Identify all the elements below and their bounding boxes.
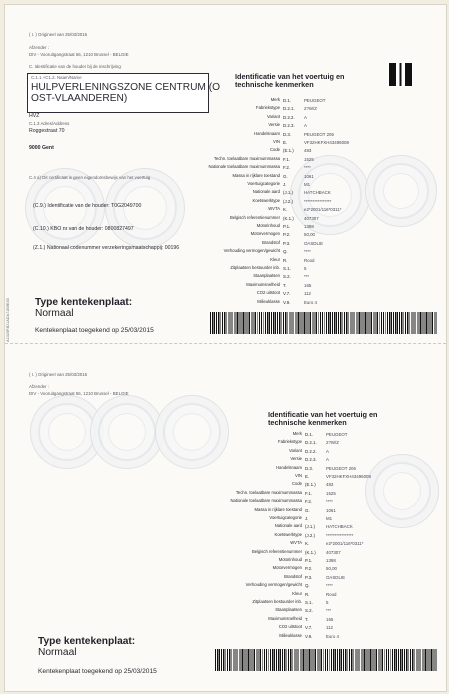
spec-label: Motorvermogen bbox=[272, 565, 302, 571]
spec-row bbox=[192, 575, 422, 583]
spec-row bbox=[192, 566, 422, 574]
spec-value: 1525 bbox=[326, 490, 336, 496]
spec-row bbox=[192, 432, 422, 440]
holder-identification-label: C. Identificatie van de houder bij de inschrijving bbox=[29, 64, 121, 69]
spec-label: Motorinhoud bbox=[278, 557, 302, 562]
qr-code-icon bbox=[388, 62, 413, 87]
plate-granted-date: Kentekenplaat toegekend op 25/03/2015 bbox=[38, 668, 157, 675]
spec-value: 407307 bbox=[326, 549, 341, 555]
spec-value: PEUGEOT bbox=[326, 432, 348, 437]
spec-label: Verhouding vermogen/gewicht bbox=[223, 248, 280, 254]
spec-code: S.2. bbox=[283, 274, 291, 280]
spec-value: HATCHBACK bbox=[326, 524, 353, 530]
spec-code: Q. bbox=[283, 249, 288, 255]
spec-value: e2*2001/116*0311* bbox=[326, 541, 364, 547]
spec-label: Nationale toelaatbare maximummassa bbox=[230, 498, 302, 504]
spec-value: *** bbox=[326, 608, 332, 614]
spec-label: Nationale toelaatbare maximummassa bbox=[208, 164, 280, 170]
spec-row bbox=[192, 634, 422, 642]
spec-row bbox=[170, 274, 400, 282]
spec-row bbox=[170, 241, 400, 249]
spec-row bbox=[192, 608, 422, 616]
spec-row bbox=[192, 541, 422, 549]
spec-row bbox=[170, 98, 400, 106]
spec-label: Fabriekstype bbox=[278, 439, 302, 445]
spec-code: (J.2.) bbox=[305, 532, 316, 538]
spec-label: Versie bbox=[290, 456, 302, 462]
spec-value: 2?W/Z bbox=[326, 440, 339, 446]
header-line: ( I. ) Origineel van 25/03/2015 bbox=[29, 372, 88, 377]
spec-code: P.2. bbox=[305, 566, 313, 572]
plate-type-value: Normaal bbox=[35, 308, 74, 319]
spec-label: Kleur bbox=[292, 590, 302, 596]
spec-value: 165 bbox=[304, 282, 312, 288]
spec-value: 1398 bbox=[326, 558, 336, 563]
spec-code: G. bbox=[305, 507, 310, 513]
spec-label: CO2 uitstoot bbox=[256, 290, 280, 296]
spec-value: **** bbox=[326, 583, 333, 589]
spec-code: P.3. bbox=[305, 574, 313, 580]
spec-label: Voertuigcategorie bbox=[269, 515, 302, 520]
spec-code: F.1. bbox=[305, 490, 313, 496]
spec-code: K. bbox=[305, 541, 310, 547]
plate-type-title: Type kentekenplaat: bbox=[38, 636, 136, 647]
spec-value: A bbox=[326, 457, 329, 463]
spec-row bbox=[192, 516, 422, 524]
spec-code: D.3. bbox=[305, 465, 314, 471]
vehicle-section-title: Identificatie van het voertuig en technische kenmerken bbox=[268, 410, 378, 428]
spec-row bbox=[192, 508, 422, 516]
spec-label: Motorvermogen bbox=[250, 231, 280, 237]
spec-code: S.2. bbox=[305, 608, 313, 614]
address-street: Roggestraat 70 bbox=[29, 128, 65, 134]
spec-row bbox=[170, 123, 400, 131]
spec-row bbox=[192, 482, 422, 490]
spec-value: 2?W/Z bbox=[304, 106, 317, 112]
spec-code: V.7. bbox=[305, 625, 313, 631]
spec-value: Rood bbox=[304, 257, 315, 263]
spec-code: (E.1.) bbox=[283, 148, 294, 154]
spec-row bbox=[170, 182, 400, 190]
spec-label: Brandstof bbox=[262, 239, 280, 245]
spec-label: Versie bbox=[268, 122, 280, 128]
spec-code: R. bbox=[283, 257, 288, 263]
spec-code: T. bbox=[305, 616, 309, 622]
spec-code: F.2. bbox=[305, 499, 313, 505]
vehicle-section-title: Identificatie van het voertuig en technische kenmerken bbox=[235, 72, 345, 90]
spec-value: **** bbox=[304, 165, 311, 171]
spec-value: OASDLIE bbox=[304, 240, 324, 246]
spec-value: **** bbox=[326, 499, 333, 505]
spec-value: M1 bbox=[304, 182, 311, 187]
spec-label: Koetswerktype bbox=[252, 197, 280, 203]
spec-value: VF32HKFXH43496008 bbox=[326, 474, 371, 479]
spec-row bbox=[192, 466, 422, 474]
spec-code: F.2. bbox=[283, 165, 291, 171]
spec-row bbox=[170, 174, 400, 182]
spec-label: Milieuklasse bbox=[279, 632, 302, 638]
spec-row bbox=[170, 258, 400, 266]
spec-label: Handelsnaam bbox=[254, 130, 280, 136]
name-label: C.1.1.+C1.2. Naam/Name bbox=[31, 75, 82, 80]
spec-value: 407307 bbox=[304, 215, 319, 221]
spec-label: Motorinhoud bbox=[256, 223, 280, 228]
spec-label: Nationale aard bbox=[274, 523, 302, 529]
address-city: 9000 Gent bbox=[29, 145, 54, 151]
spec-code: (E.1.) bbox=[305, 482, 316, 488]
spec-code: D.2.1. bbox=[283, 106, 295, 112]
spec-row bbox=[192, 533, 422, 541]
spec-row bbox=[192, 449, 422, 457]
spec-row bbox=[170, 106, 400, 114]
plate-type-title: Type kentekenplaat: bbox=[35, 297, 133, 308]
spec-code: (K.1.) bbox=[305, 549, 316, 555]
spec-label: WVTA bbox=[290, 540, 302, 546]
kbo-number: (C.10.) KBO nr van de houder: 0800827497 bbox=[33, 226, 134, 232]
spec-value: 112 bbox=[326, 625, 333, 631]
c4-note: C.4 a) Dit certificaat is geen eigendomsbewijs van het voertuig bbox=[29, 175, 151, 180]
spec-value: A bbox=[326, 448, 329, 454]
spec-row bbox=[192, 592, 422, 600]
spec-label: Belgisch referentienummer bbox=[229, 214, 280, 220]
spec-label: Koetswerktype bbox=[274, 531, 302, 537]
spec-row bbox=[192, 583, 422, 591]
spec-value: A bbox=[304, 123, 307, 129]
holder-id-number: (C.9.) Identificatie van de houder: T0G2049700 bbox=[33, 203, 142, 209]
barcode-icon bbox=[215, 649, 437, 671]
plate-granted-date: Kentekenplaat toegekend op 25/03/2015 bbox=[35, 327, 154, 334]
sender-value: DIV - Vooruitgangstraat 56, 1210 Brussel - BELGIE bbox=[29, 391, 129, 396]
barcode-icon bbox=[210, 312, 437, 334]
spec-value: Euro 4 bbox=[326, 633, 339, 639]
spec-code: P.1. bbox=[283, 224, 291, 229]
spec-label: VIN bbox=[273, 139, 280, 144]
spec-label: Voertuigcategorie bbox=[247, 181, 280, 186]
spec-label: Brandstof bbox=[284, 573, 302, 579]
spec-row bbox=[170, 148, 400, 156]
spec-code: (J.1.) bbox=[283, 190, 294, 196]
spec-code: D.3. bbox=[283, 131, 292, 137]
header-line: ( I. ) Origineel van 25/03/2015 bbox=[29, 32, 88, 37]
spec-value: *** bbox=[304, 274, 310, 280]
holder-short-name: HVZ bbox=[29, 113, 40, 119]
spec-row bbox=[170, 232, 400, 240]
spec-code: F.1. bbox=[283, 156, 291, 162]
spec-label: CO2 uitstoot bbox=[278, 624, 302, 630]
spec-label: Kleur bbox=[270, 256, 280, 262]
spec-code: D.2.1. bbox=[305, 440, 317, 446]
spec-code: S.1. bbox=[305, 600, 313, 605]
spec-value: PEUGEOT bbox=[304, 98, 326, 103]
spec-code: D.2.2. bbox=[305, 448, 317, 454]
spec-value: VF32HKFXH43496008 bbox=[304, 140, 349, 145]
spec-label: Code bbox=[291, 481, 302, 487]
spec-row bbox=[170, 266, 400, 274]
plate-type-value: Normaal bbox=[38, 647, 77, 658]
sender-value: DIV - Vooruitgangstraat 56, 1210 Brussel - BELGIE bbox=[29, 52, 129, 57]
spec-label: Belgisch referentienummer bbox=[251, 548, 302, 554]
spec-row bbox=[170, 207, 400, 215]
spec-value: 112 bbox=[304, 291, 311, 297]
spec-code: (J.2.) bbox=[283, 198, 294, 204]
spec-row bbox=[192, 440, 422, 448]
spec-code: (K.1.) bbox=[283, 215, 294, 221]
spec-row bbox=[170, 283, 400, 291]
spec-code: Q. bbox=[305, 583, 310, 589]
spec-label: Handelsnaam bbox=[276, 464, 302, 470]
spec-label: Zitplaatsen bestuurder inb. bbox=[230, 265, 280, 270]
spec-row bbox=[192, 457, 422, 465]
spec-code: V.9. bbox=[283, 299, 291, 305]
insurer-code: (Z.1.) Nationaal codenummer verzekeringsmaatschappij: 00196 bbox=[33, 245, 180, 251]
spec-code: D.1. bbox=[305, 432, 314, 437]
spec-value: e2*2001/116*0311* bbox=[304, 207, 342, 213]
spec-label: Merk bbox=[292, 431, 302, 436]
spec-value: 165 bbox=[326, 616, 334, 622]
spec-value: PEUGEOT 206 bbox=[304, 131, 334, 137]
spec-value: 1398 bbox=[304, 224, 314, 229]
spec-label: VIN bbox=[295, 473, 302, 478]
spec-code: R. bbox=[305, 591, 310, 597]
spec-value: Euro 4 bbox=[304, 299, 317, 305]
spec-value: 5 bbox=[304, 266, 307, 271]
spec-code: D.2.3. bbox=[283, 123, 295, 129]
spec-row bbox=[170, 157, 400, 165]
spec-value: PEUGEOT 206 bbox=[326, 465, 356, 471]
spec-code: V.7. bbox=[283, 291, 291, 297]
spec-row bbox=[192, 617, 422, 625]
spec-row bbox=[170, 224, 400, 232]
spec-code: D.1. bbox=[283, 98, 292, 103]
spec-label: Staanplaatsen bbox=[275, 607, 302, 613]
spec-value: HATCHBACK bbox=[304, 190, 331, 196]
spec-row bbox=[192, 558, 422, 566]
spec-code: E. bbox=[283, 140, 288, 145]
spec-row bbox=[170, 291, 400, 299]
spec-value: 483 bbox=[304, 148, 312, 154]
spec-value: 50,00 bbox=[304, 232, 315, 238]
spec-row bbox=[170, 199, 400, 207]
spec-label: Milieuklasse bbox=[257, 298, 280, 304]
side-code: A1020F3D1ADA71B9E45 bbox=[6, 298, 10, 342]
spec-code: P.2. bbox=[283, 232, 291, 238]
spec-label: Variant bbox=[289, 447, 302, 453]
spec-value: OASDLIE bbox=[326, 574, 346, 580]
spec-row bbox=[192, 474, 422, 482]
spec-code: G. bbox=[283, 173, 288, 179]
spec-label: Staanplaatsen bbox=[253, 273, 280, 279]
spec-label: Techn. toelaatbare maximummassa bbox=[213, 155, 280, 161]
spec-row bbox=[192, 499, 422, 507]
spec-code: (J.1.) bbox=[305, 524, 316, 530]
spec-label: Variant bbox=[267, 113, 280, 119]
holder-name-line-2: OST-VLAANDEREN) bbox=[31, 93, 128, 104]
spec-value: Rood bbox=[326, 591, 337, 597]
spec-row bbox=[192, 491, 422, 499]
spec-code: P.1. bbox=[305, 558, 313, 563]
spec-row bbox=[192, 625, 422, 633]
spec-label: Techn. toelaatbare maximummassa bbox=[235, 489, 302, 495]
spec-label: Verhouding vermogen/gewicht bbox=[245, 582, 302, 588]
spec-label: WVTA bbox=[268, 206, 280, 212]
spec-value: **************** bbox=[326, 532, 354, 538]
spec-label: Fabriekstype bbox=[256, 105, 280, 111]
spec-code: K. bbox=[283, 207, 288, 213]
spec-code: D.2.3. bbox=[305, 457, 317, 463]
spec-label: Massa in rijklare toestand bbox=[254, 506, 302, 512]
spec-value: **************** bbox=[304, 198, 332, 204]
spec-row bbox=[192, 524, 422, 532]
spec-code: D.2.2. bbox=[283, 114, 295, 120]
spec-value: 483 bbox=[326, 482, 334, 488]
spec-row bbox=[170, 115, 400, 123]
spec-row bbox=[170, 140, 400, 148]
spec-label: Code bbox=[269, 147, 280, 153]
spec-value: 1061 bbox=[326, 507, 336, 513]
holder-name-line-1: HULPVERLENINGSZONE CENTRUM (O bbox=[31, 82, 221, 93]
spec-row bbox=[170, 190, 400, 198]
spec-code: J. bbox=[283, 182, 287, 187]
address-label: C.1.3 Adres/Address bbox=[29, 121, 70, 126]
spec-code: S.1. bbox=[283, 266, 291, 271]
spec-value: A bbox=[304, 114, 307, 120]
spec-code: E. bbox=[305, 474, 310, 479]
spec-value: **** bbox=[304, 249, 311, 255]
spec-code: T. bbox=[283, 282, 287, 288]
spec-row bbox=[170, 132, 400, 140]
spec-row bbox=[192, 550, 422, 558]
spec-label: Nationale aard bbox=[252, 189, 280, 195]
spec-label: Massa in rijklare toestand bbox=[232, 172, 280, 178]
spec-value: 1525 bbox=[304, 156, 314, 162]
spec-value: 50,00 bbox=[326, 566, 337, 572]
spec-row bbox=[170, 165, 400, 173]
spec-row bbox=[170, 300, 400, 308]
spec-value: 1061 bbox=[304, 173, 314, 179]
sender-label: Afzender : bbox=[29, 384, 50, 389]
wheel-watermark-icon bbox=[90, 395, 164, 469]
spec-label: Maximumsnelheid bbox=[268, 615, 302, 621]
spec-label: Zitplaatsen bestuurder inb. bbox=[252, 599, 302, 604]
spec-code: V.9. bbox=[305, 633, 313, 639]
sender-label: Afzender : bbox=[29, 45, 50, 50]
spec-code: J. bbox=[305, 516, 309, 521]
spec-code: P.3. bbox=[283, 240, 291, 246]
spec-value: 5 bbox=[326, 600, 329, 605]
spec-row bbox=[170, 249, 400, 257]
spec-row bbox=[192, 600, 422, 608]
spec-label: Maximumsnelheid bbox=[246, 281, 280, 287]
spec-value: M1 bbox=[326, 516, 333, 521]
certificate-part-1 bbox=[5, 5, 446, 343]
registration-certificate bbox=[4, 4, 447, 692]
spec-row bbox=[170, 216, 400, 224]
certificate-part-2 bbox=[5, 343, 446, 692]
spec-label: Merk bbox=[270, 97, 280, 102]
